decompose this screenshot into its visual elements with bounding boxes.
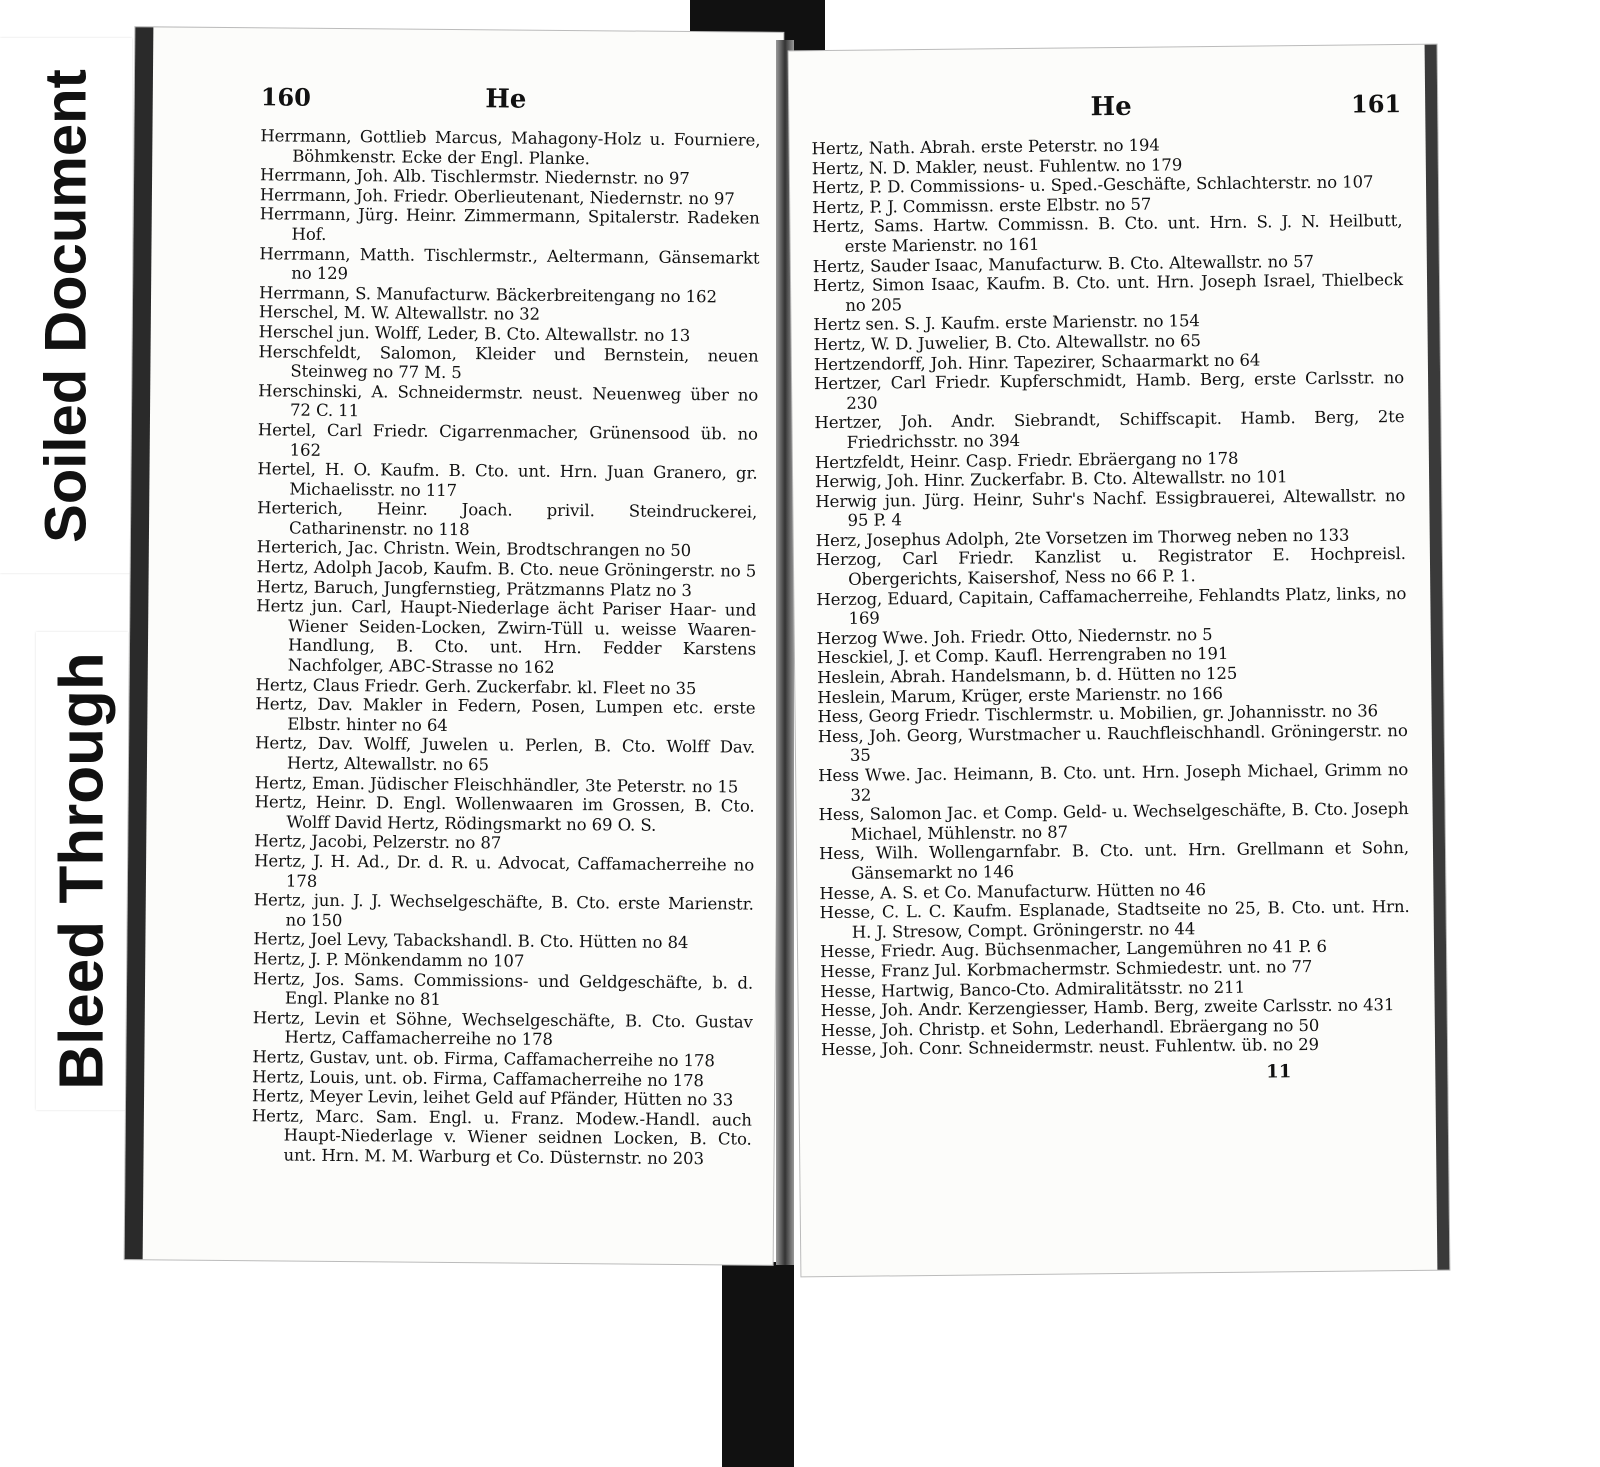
directory-entry: Hertz, Heinr. D. Engl. Wollenwaaren im Grossen, B. Cto. Wolff David Hertz, Rödingsmarkt no 69 O. S. [254, 792, 755, 835]
left-page-title: He [485, 84, 527, 115]
left-page-number: 160 [260, 82, 312, 112]
binding-strap-bottom [722, 1262, 794, 1467]
directory-entry: Hertz, jun. J. J. Wechselgeschäfte, B. Cto. erste Marienstr. no 150 [253, 890, 754, 930]
left-page-header [261, 82, 761, 126]
right-page-number: 161 [1350, 89, 1402, 119]
directory-entry: Hertzfeldt, Heinr. Casp. Friedr. Ebräergang no 178 [814, 448, 1239, 472]
directory-entry: Hesckiel, J. et Comp. Kaufl. Herrengraben no 191 [816, 644, 1229, 668]
directory-entry: Hertz, W. D. Juwelier, B. Cto. Altewallstr. no 65 [813, 331, 1201, 355]
directory-entry: Hertz, P. J. Commissn. erste Elbstr. no 57 [812, 194, 1152, 217]
directory-entry: Hesse, Joh. Conr. Schneidermstr. neust. Fuhlentw. üb. no 29 [820, 1035, 1320, 1060]
right-page-title: He [1090, 91, 1132, 123]
directory-entry: Hertz, P. D. Commissions- u. Sped.-Geschäfte, Schlachterstr. no 107 [811, 172, 1374, 198]
directory-entry: Hesse, Joh. Christp. et Sohn, Lederhandl. Ebräergang no 50 [820, 1015, 1320, 1040]
directory-entry: Hertz, Louis, unt. ob. Firma, Caffamacherreihe no 178 [252, 1066, 704, 1090]
directory-entry: Hertz jun. Carl, Haupt-Niederlage ächt Pariser Haar- und Wiener Seiden-Locken, Zwirn-Tüll u. weisse Waaren-Handlung, B. Cto. unt. Hrn. Fedder Karstens Nachfolger, ABC-Strasse no 162 [256, 596, 757, 677]
directory-entry: Hertz, Baruch, Jungfernstieg, Prätzmanns Platz no 3 [256, 576, 692, 600]
signature-mark: 11 [1266, 1061, 1292, 1083]
directory-entry: Hertz sen. S. J. Kaufm. erste Marienstr. no 154 [813, 311, 1200, 335]
directory-entry: Hesse, Joh. Andr. Kerzengiesser, Hamb. Berg, zweite Carlsstr. no 431 [820, 995, 1395, 1021]
directory-entry: Hertz, Simon Isaac, Kaufm. B. Cto. unt. Hrn. Joseph Israel, Thielbeck no 205 [812, 270, 1404, 315]
directory-entry: Herrmann, S. Manufacturw. Bäckerbreitengang no 162 [258, 283, 717, 307]
directory-entry: Hertz, Marc. Sam. Engl. u. Franz. Modew.-Handl. auch Haupt-Niederlage v. Wiener seidnen Locken, B. Cto. unt. Hrn. M. M. Warburg et Co. Düsternstr. no 203 [251, 1105, 752, 1169]
left-page [125, 27, 784, 1265]
directory-entry: Herterich, Heinr. Joach. privil. Steindruckerei, Catharinenstr. no 118 [257, 498, 758, 540]
directory-entry: Hertzer, Joh. Andr. Siebrandt, Schiffscapit. Hamb. Berg, 2te Friedrichsstr. no 394 [814, 407, 1405, 452]
directory-entry: Hesse, C. L. C. Kaufm. Esplanade, Stadtseite no 25, B. Cto. unt. Hrn. H. J. Stresow, Compt. Gröningerstr. no 44 [819, 897, 1410, 942]
directory-entry: Hess, Georg Friedr. Tischlermstr. u. Mobilien, gr. Johannisstr. no 36 [817, 701, 1379, 727]
right-entries-list [812, 133, 1412, 1060]
directory-entry: Hertz, Dav. Wolff, Juwelen u. Perlen, B. Cto. Wolff Dav. Hertz, Altewallstr. no 65 [255, 733, 756, 775]
directory-entry: Herzog, Carl Friedr. Kanzlist u. Registrator E. Hochpreisl. Obergerichts, Kaisershof, Ness no 66 P. 1. [815, 544, 1406, 589]
directory-entry: Herz, Josephus Adolph, 2te Vorsetzen im Thorweg neben no 133 [815, 525, 1350, 551]
directory-entry: Hesse, Hartwig, Banco-Cto. Admiralitätsstr. no 211 [820, 977, 1246, 1001]
right-page-header [811, 89, 1401, 135]
directory-entry: Herrmann, Jürg. Heinr. Zimmermann, Spitalerstr. Radeken Hof. [259, 204, 760, 244]
directory-entry: Hertz, Meyer Levin, leihet Geld auf Pfänder, Hütten no 33 [251, 1086, 734, 1110]
directory-entry: Herwig, Joh. Hinr. Zuckerfabr. B. Cto. Altewallstr. no 101 [815, 467, 1288, 492]
directory-entry: Herschfeldt, Salomon, Kleider und Bernstein, neuen Steinweg no 77 M. 5 [258, 341, 759, 383]
bleed-through-label [36, 632, 128, 1110]
directory-entry: Hess Wwe. Jac. Heimann, B. Cto. unt. Hrn. Joseph Michael, Grimm no 32 [818, 759, 1409, 805]
directory-entry: Hesse, Franz Jul. Korbmachermstr. Schmiedestr. unt. no 77 [820, 956, 1313, 982]
directory-entry: Heslein, Abrah. Handelsmann, b. d. Hütten no 125 [817, 663, 1238, 688]
directory-entry: Hertz, Jacobi, Pelzerstr. no 87 [254, 831, 502, 853]
directory-entry: Herrmann, Gottlieb Marcus, Mahagony-Holz u. Fourniere, Böhmkenstr. Ecke der Engl. Planke. [260, 126, 761, 168]
soiled-document-label [0, 38, 132, 573]
directory-entry: Heslein, Marum, Krüger, erste Marienstr. no 166 [817, 683, 1223, 707]
directory-entry: Hertz, Nath. Abrah. erste Peterstr. no 194 [811, 135, 1160, 159]
directory-entry: Hertzendorff, Joh. Hinr. Tapezirer, Schaarmarkt no 64 [813, 350, 1261, 374]
directory-entry: Herschinski, A. Schneidermstr. neust. Neuenweg über no 72 C. 11 [258, 381, 759, 421]
directory-entry: Hess, Salomon Jac. et Comp. Geld- u. Wechselgeschäfte, B. Cto. Joseph Michael, Mühlenstr. no 87 [818, 799, 1409, 844]
directory-entry: Hertz, Joel Levy, Tabackshandl. B. Cto. Hütten no 84 [253, 929, 689, 953]
directory-entry: Hertz, Sauder Isaac, Manufacturw. B. Cto. Altewallstr. no 57 [812, 251, 1314, 276]
directory-entry: Hertz, Dav. Makler in Federn, Posen, Lumpen etc. erste Elbstr. hinter no 64 [255, 694, 756, 735]
directory-entry: Hesse, Friedr. Aug. Büchsenmacher, Langemühren no 41 P. 6 [819, 937, 1327, 962]
directory-entry: Herterich, Jac. Christn. Wein, Brodtschrangen no 50 [256, 537, 692, 561]
directory-entry: Herrmann, Joh. Alb. Tischlermstr. Niedernstr. no 97 [260, 165, 690, 189]
directory-entry: Hertz, Adolph Jacob, Kaufm. B. Cto. neue Gröningerstr. no 5 [256, 557, 757, 581]
directory-entry: Hertz, Jos. Sams. Commissions- und Geldgeschäfte, b. d. Engl. Planke no 81 [253, 968, 754, 1010]
bleed-through-text: Bleed Through [47, 652, 117, 1090]
directory-entry: Hess, Joh. Georg, Wurstmacher u. Rauchfleischhandl. Gröningerstr. no 35 [817, 720, 1408, 766]
right-page [789, 45, 1450, 1277]
left-entries-list [251, 126, 760, 1169]
directory-entry: Herzog, Eduard, Capitain, Caffamacherreihe, Fehlandts Platz, links, no 169 [816, 583, 1407, 629]
directory-entry: Hertz, Sams. Hartw. Commissn. B. Cto. unt. Hrn. S. J. N. Heilbutt, erste Marienstr. no 161 [812, 211, 1403, 256]
directory-entry: Hertz, J. H. Ad., Dr. d. R. u. Advocat, Caffamacherreihe no 178 [254, 851, 755, 891]
directory-entry: Herrmann, Matth. Tischlermstr., Aeltermann, Gänsemarkt no 129 [259, 243, 760, 284]
directory-entry: Herzog Wwe. Joh. Friedr. Otto, Niedernstr. no 5 [816, 624, 1213, 649]
directory-entry: Hertz, Gustav, unt. ob. Firma, Caffamacherreihe no 178 [252, 1047, 715, 1071]
directory-entry: Hesse, A. S. et Co. Manufacturw. Hütten no 46 [819, 879, 1207, 903]
soiled-document-text: Soiled Document [33, 68, 99, 543]
directory-entry: Hess, Wilh. Wollengarnfabr. B. Cto. unt. Hrn. Grellmann et Sohn, Gänsemarkt no 146 [818, 838, 1410, 883]
directory-entry: Hertz, N. D. Makler, neust. Fuhlentw. no 179 [811, 154, 1183, 178]
directory-entry: Herrmann, Joh. Friedr. Oberlieutenant, Niedernstr. no 97 [259, 185, 735, 209]
directory-entry: Hertz, Levin et Söhne, Wechselgeschäfte, B. Cto. Gustav Hertz, Caffamacherreihe no 178 [252, 1007, 753, 1050]
directory-entry: Hertz, Claus Friedr. Gerh. Zuckerfabr. kl. Fleet no 35 [255, 674, 697, 698]
directory-entry: Herschel, M. W. Altewallstr. no 32 [258, 302, 541, 325]
directory-entry: Hertz, Eman. Jüdischer Fleischhändler, 3te Peterstr. no 15 [254, 772, 739, 797]
directory-entry: Herschel jun. Wolff, Leder, B. Cto. Altewallstr. no 13 [258, 322, 691, 345]
directory-entry: Herwig jun. Jürg. Heinr, Suhr's Nachf. Essigbrauerei, Altewallstr. no 95 P. 4 [815, 485, 1406, 531]
directory-entry: Hertel, H. O. Kaufm. B. Cto. unt. Hrn. Juan Granero, gr. Michaelisstr. no 117 [257, 459, 758, 500]
directory-entry: Hertel, Carl Friedr. Cigarrenmacher, Grünensood üb. no 162 [257, 420, 758, 460]
directory-entry: Hertzer, Carl Friedr. Kupferschmidt, Hamb. Berg, erste Carlsstr. no 230 [813, 368, 1405, 413]
directory-entry: Hertz, J. P. Mönkendamm no 107 [253, 949, 525, 971]
